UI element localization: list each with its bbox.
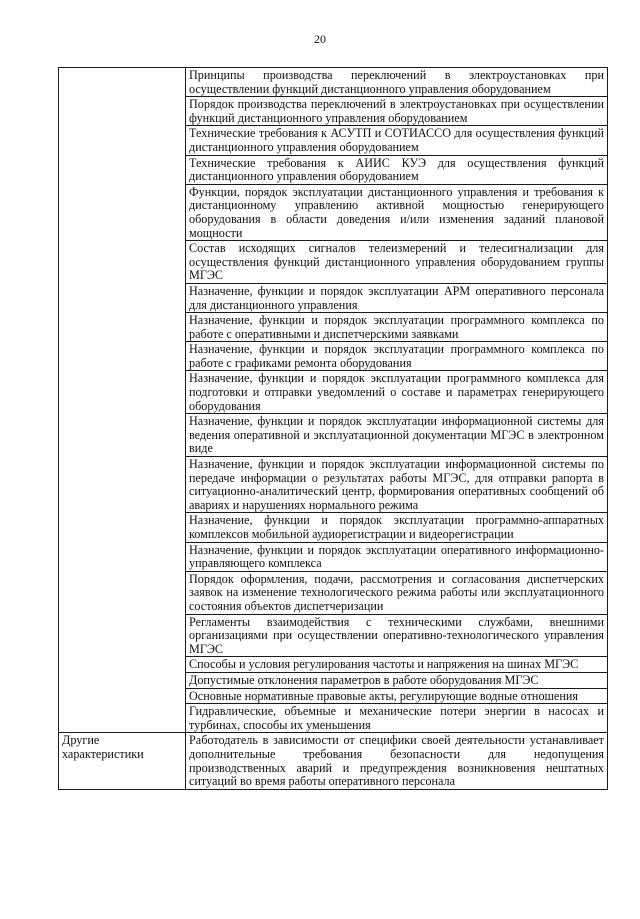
table-cell: Назначение, функции и порядок эксплуатации оперативного информационно-управляющего комплекса [186, 542, 608, 571]
table-cell: Работодатель в зависимости от специфики своей деятельности устанавливает дополнительные требования безопасности для недопущения производственных аварий и предупреждения возникновения нештатных ситуаций во время работы оперативного персонала [186, 733, 608, 789]
table-cell: Допустимые отклонения параметров в работе оборудования МГЭС [186, 672, 608, 688]
table-cell: Принципы производства переключений в электроустановках при осуществлении функций дистанционного управления оборудованием [186, 68, 608, 97]
table-row [59, 68, 608, 97]
table-cell: Назначение, функции и порядок эксплуатации информационной системы по передаче информации о результатах работы МГЭС, для отправки рапорта в ситуационно-аналитический центр, формирования оперативных сообщений об авариях и нарушениях нормального режима [186, 457, 608, 513]
table-cell: Назначение, функции и порядок эксплуатации АРМ оперативного персонала для дистанционного управления [186, 283, 608, 312]
page-number: 20 [314, 32, 326, 46]
table-cell: Назначение, функции и порядок эксплуатации информационной системы для ведения оперативной и эксплуатационной документации МГЭС в электронном виде [186, 414, 608, 457]
table-cell: Регламенты взаимодействия с техническими службами, внешними организациями при осуществлении оперативно-технологического управления МГЭС [186, 614, 608, 657]
table-cell: Назначение, функции и порядок эксплуатации программно-аппаратных комплексов мобильной аудиорегистрации и видеорегистрации [186, 513, 608, 542]
table-cell: Функции, порядок эксплуатации дистанционного управления и требования к дистанционному управлению активной мощностью генерирующего оборудования в области доведения и/или изменения заданий плановой мощности [186, 184, 608, 240]
table-cell: Гидравлические, объемные и механические потери энергии в насосах и турбинах, способы их уменьшения [186, 704, 608, 733]
table-cell: Технические требования к АСУТП и СОТИАССО для осуществления функций дистанционного управления оборудованием [186, 126, 608, 155]
table-label-cell: Другие характеристики [59, 733, 186, 789]
table-cell: Порядок производства переключений в электроустановках при осуществлении функций дистанционного управления оборудованием [186, 97, 608, 126]
table-cell: Способы и условия регулирования частоты и напряжения на шинах МГЭС [186, 657, 608, 673]
table-cell: Назначение, функции и порядок эксплуатации программного комплекса по работе с графиками ремонта оборудования [186, 342, 608, 371]
table-cell: Основные нормативные правовые акты, регулирующие водные отношения [186, 688, 608, 704]
knowledge-table [58, 67, 608, 790]
table-cell: Назначение, функции и порядок эксплуатации программного комплекса для подготовки и отправки уведомлений о составе и параметрах генерирующего оборудования [186, 371, 608, 414]
table-label-cell [59, 68, 186, 733]
table-row [59, 733, 608, 789]
table-cell: Порядок оформления, подачи, рассмотрения и согласования диспетчерских заявок на изменение технологического режима работы или эксплуатационного состояния объектов диспетчеризации [186, 571, 608, 614]
table-cell: Назначение, функции и порядок эксплуатации программного комплекса по работе с оперативными и диспетчерскими заявками [186, 313, 608, 342]
table-cell: Состав исходящих сигналов телеизмерений и телесигнализации для осуществления функций дистанционного управления оборудованием группы МГЭС [186, 241, 608, 284]
table-cell: Технические требования к АИИС КУЭ для осуществления функций дистанционного управления оборудованием [186, 155, 608, 184]
